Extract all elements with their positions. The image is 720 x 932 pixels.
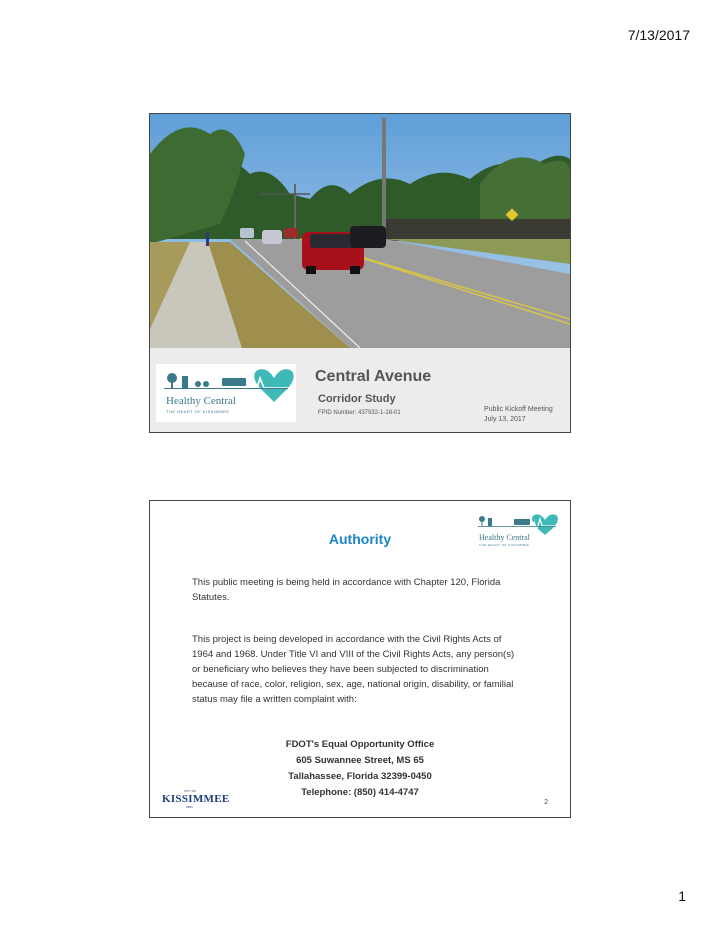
address-line-office: FDOT's Equal Opportunity Office — [285, 739, 435, 750]
address-line-city: Tallahassee, Florida 32399-0450 — [288, 771, 432, 782]
kissimmee-logo-top: CITY OF — [184, 789, 196, 793]
slide-2 — [149, 500, 571, 818]
logo-tagline-small: THE HEART OF KISSIMMEE — [479, 543, 530, 547]
slide-2-title: Authority — [328, 531, 392, 547]
meeting-date: July 13, 2017 — [484, 416, 526, 423]
kissimmee-logo — [162, 789, 230, 809]
logo-tagline: THE HEART OF KISSIMMEE — [166, 409, 230, 414]
eo-office-address — [150, 737, 570, 801]
street-photo-illustration — [150, 114, 570, 348]
meeting-name: Public Kickoff Meeting — [484, 406, 553, 413]
slide-1-title: Central Avenue — [315, 368, 432, 385]
street-photo — [150, 114, 570, 348]
address-line-telephone: Telephone: (850) 414-4747 — [301, 787, 419, 798]
address-line-street: 605 Suwannee Street, MS 65 — [296, 755, 424, 766]
page-number: 1 — [678, 888, 686, 904]
kissimmee-logo-year: 1883 — [186, 805, 193, 809]
kissimmee-logo-name: KISSIMMEE — [162, 793, 230, 805]
logo-name-small: Healthy Central — [479, 533, 530, 542]
authority-paragraph-2: This project is being developed in accordance with the Civil Rights Acts of 1964 and 1968. Under Title VI and VIII of the Civil Rights Acts, any person(s) or beneficiary who believes they have been subjected to discrimination because of race, color, religion, sex, age, national origin, disability, or familial status may file a written complaint with: — [192, 634, 515, 705]
logo-name: Healthy Central — [166, 395, 236, 407]
healthy-central-logo — [156, 364, 296, 422]
fpid-number: FPID Number: 437932-1-18-01 — [318, 410, 401, 416]
page-date: 7/13/2017 — [627, 27, 690, 43]
slide-number: 2 — [544, 799, 548, 806]
authority-paragraph-1: This public meeting is being held in accordance with Chapter 120, Florida Statutes. — [192, 577, 501, 603]
slide-1 — [149, 113, 571, 433]
meeting-info — [484, 405, 553, 425]
slide-1-title-band — [150, 348, 570, 432]
slide-1-subtitle: Corridor Study — [318, 393, 396, 405]
